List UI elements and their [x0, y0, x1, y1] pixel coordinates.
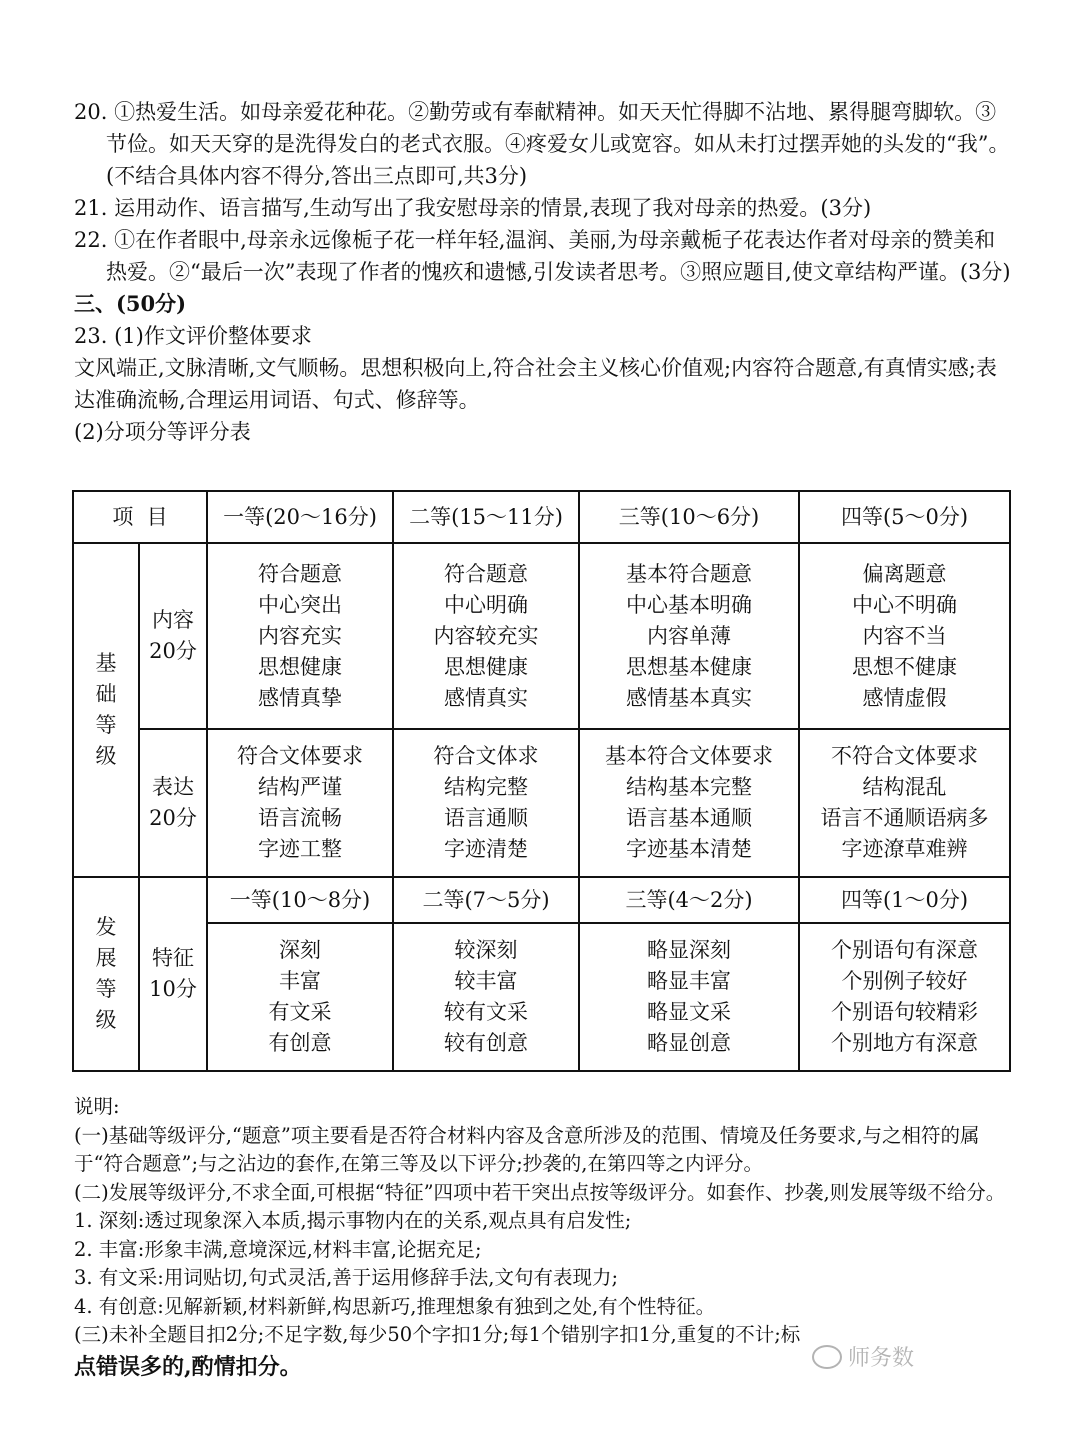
- content-grade-3: 基本符合题意 中心基本明确 内容单薄 思想基本健康 感情基本真实: [579, 543, 799, 729]
- header-grade-2: 二等(15～11分): [393, 491, 579, 543]
- content-grade-4: 偏离题意 中心不明确 内容不当 思想不健康 感情虚假: [799, 543, 1010, 729]
- note-2: (二)发展等级评分,不求全面,可根据“特征”四项中若干突出点按等级评分。如套作、抄袭,则发展等级不给分。: [74, 1180, 1006, 1204]
- watermark: [812, 1341, 914, 1372]
- feature-grade-1: 深刻 丰富 有文采 有创意: [207, 923, 393, 1071]
- development-level-label: 发 展 等 级: [73, 877, 139, 1071]
- header-item: 项 目: [73, 491, 207, 543]
- watermark-text: 师务数: [848, 1346, 915, 1371]
- basic-level-label: 基 础 等 级: [73, 543, 139, 877]
- definition-4: 4. 有创意:见解新颖,材料新鲜,构思新巧,推理想象有独到之处,有个性特征。: [74, 1294, 716, 1318]
- grading-table-title: (2)分项分等评分表: [74, 420, 251, 444]
- grading-table: [72, 490, 1011, 1072]
- answer-21: 21. 运用动作、语言描写,生动写出了我安慰母亲的情景,表现了我对母亲的热爱。(3分): [74, 196, 872, 220]
- content-grade-2: 符合题意 中心明确 内容较充实 思想健康 感情真实: [393, 543, 579, 729]
- header-grade-1: 一等(20～16分): [207, 491, 393, 543]
- feature-grade-4: 个别语句有深意 个别例子较好 个别语句较精彩 个别地方有深意: [799, 923, 1010, 1071]
- answer-20: 20. ①热爱生活。如母亲爱花种花。②勤劳或有奉献精神。如天天忙得脚不沾地、累得腿弯脚软。③节俭。如天天穿的是洗得发白的老式衣服。④疼爱女儿或宽容。如从未打过摆弄她的头发的“我”。(不结合具体内容不得分,答出三点即可,共3分): [74, 100, 1010, 188]
- definition-1: 1. 深刻:透过现象深入本质,揭示事物内在的关系,观点具有启发性;: [74, 1209, 632, 1232]
- dev-header-grade-1: 一等(10～8分): [207, 877, 393, 923]
- wechat-icon: [812, 1345, 842, 1369]
- section-3-heading: 三、(50分): [74, 291, 187, 316]
- note-3-end: 点错误多的,酌情扣分。: [74, 1353, 302, 1380]
- notes-title: 说明:: [74, 1095, 120, 1118]
- dev-header-grade-4: 四等(1～0分): [799, 877, 1010, 923]
- answer-23-title: 23. (1)作文评价整体要求: [74, 324, 312, 348]
- header-grade-4: 四等(5～0分): [799, 491, 1010, 543]
- feature-grade-2: 较深刻 较丰富 较有文采 较有创意: [393, 923, 579, 1071]
- note-1: (一)基础等级评分,“题意”项主要看是否符合材料内容及含意所涉及的范围、情境及任务要求,与之相符的属于“符合题意”;与之沾边的套作,在第三等及以下评分;抄袭的,在第四等之内评分。: [74, 1123, 980, 1175]
- expression-grade-2: 符合文体求 结构完整 语言通顺 字迹清楚: [393, 729, 579, 877]
- definition-2: 2. 丰富:形象丰满,意境深远,材料丰富,论据充足;: [74, 1237, 482, 1261]
- dev-header-grade-2: 二等(7～5分): [393, 877, 579, 923]
- feature-label: 特征 10分: [139, 877, 207, 1071]
- expression-grade-4: 不符合文体要求 结构混乱 语言不通顺语病多 字迹潦草难辨: [799, 729, 1010, 877]
- feature-grade-3: 略显深刻 略显丰富 略显文采 略显创意: [579, 923, 799, 1071]
- expression-label: 表达 20分: [139, 729, 207, 877]
- expression-grade-1: 符合文体要求 结构严谨 语言流畅 字迹工整: [207, 729, 393, 877]
- answer-23-requirements: 文风端正,文脉清晰,文气顺畅。思想积极向上,符合社会主义核心价值观;内容符合题意,有真情实感;表达准确流畅,合理运用词语、句式、修辞等。: [74, 356, 997, 412]
- note-3: (三)未补全题目扣2分;不足字数,每少50个字扣1分;每1个错别字扣1分,重复的不计;标: [74, 1323, 801, 1346]
- definition-3: 3. 有文采:用词贴切,句式灵活,善于运用修辞手法,文句有表现力;: [74, 1266, 619, 1289]
- dev-header-grade-3: 三等(4～2分): [579, 877, 799, 923]
- content-label: 内容 20分: [139, 543, 207, 729]
- answer-22: 22. ①在作者眼中,母亲永远像栀子花一样年轻,温润、美丽,为母亲戴栀子花表达作者对母亲的赞美和热爱。②“最后一次”表现了作者的愧疚和遗憾,引发读者思考。③照应题目,使文章结构严谨。(3分): [74, 228, 1011, 284]
- answers-section: [74, 96, 1014, 448]
- notes-section: [74, 1093, 1014, 1384]
- expression-grade-3: 基本符合文体要求 结构基本完整 语言基本通顺 字迹基本清楚: [579, 729, 799, 877]
- content-grade-1: 符合题意 中心突出 内容充实 思想健康 感情真挚: [207, 543, 393, 729]
- header-grade-3: 三等(10～6分): [579, 491, 799, 543]
